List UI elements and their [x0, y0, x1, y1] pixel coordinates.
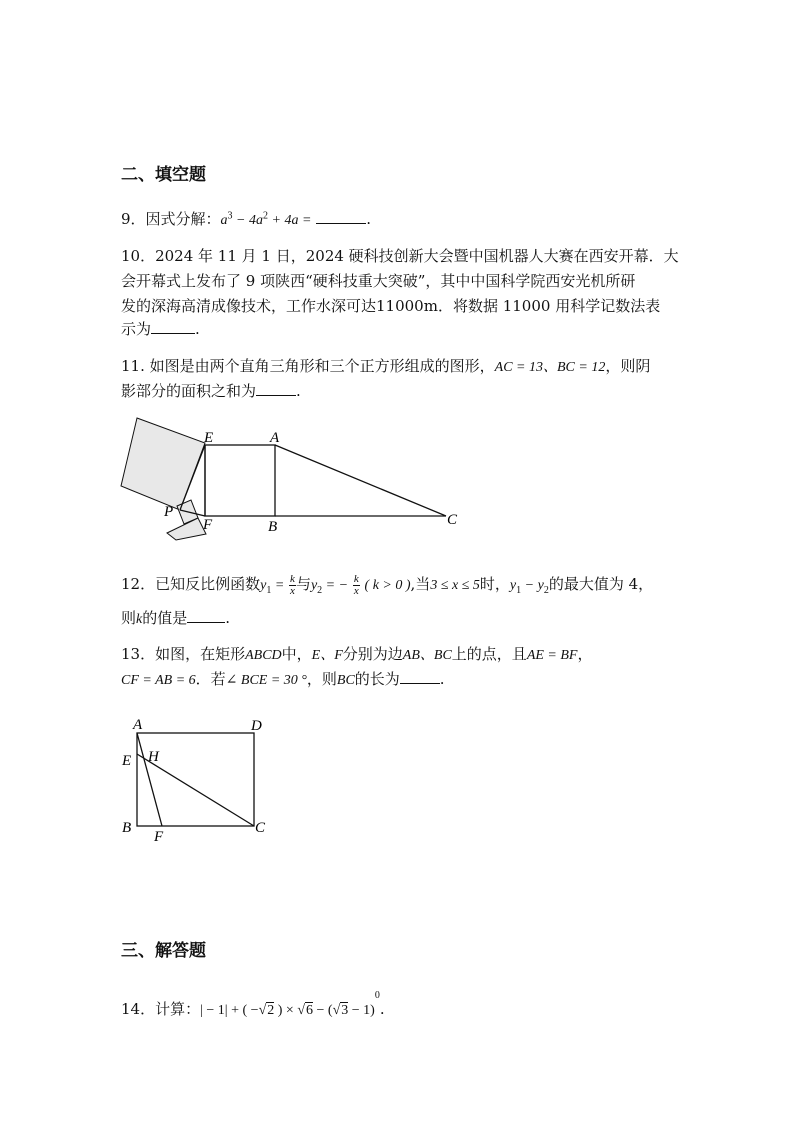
q13-mid3: 上的点，且 [451, 645, 527, 663]
q12-when: ,当 [410, 575, 431, 593]
q13-cf-ab: CF = AB = 6 [121, 673, 196, 688]
label-P: P [164, 504, 174, 520]
q12-connector: 与 [295, 575, 311, 593]
q12-y1: $y_1$ = [260, 578, 285, 596]
q11-figure [110, 410, 470, 550]
section-title-solutions: 三、解答题 [121, 941, 206, 961]
q12-suffix: . [225, 609, 231, 627]
q13-line2 [121, 668, 445, 689]
q9-expression: $a^3 - 4a^2 + 4a$ = [220, 210, 312, 228]
q13-mid1: 中， [281, 645, 312, 663]
q13-mid2: 分别为边 [342, 645, 403, 663]
rectangle-ABCD [137, 733, 254, 826]
large-shaded-square [121, 418, 205, 510]
q12-range: 3 ≤ x ≤ 5 [430, 578, 480, 593]
q10-line2: 会开幕式上发布了 9 项陕西“硬科技重大突破”，其中中国科学院西安光机所研 [121, 272, 636, 290]
q12-fraction-2: $\frac{k}{x}$ [353, 572, 359, 597]
q12-max-text: 的最大值为 4， [548, 575, 654, 593]
q11-line2 [121, 380, 301, 401]
q12-y2: $y_2$ = − [310, 578, 349, 596]
q10-line1: 10．2024 年 11 月 1 日，2024 硬科技创新大会暨中国机器人大赛在西安开幕．大 [121, 247, 679, 265]
label-A: A [270, 430, 280, 446]
q9-answer-blank[interactable] [316, 211, 366, 224]
q12-difference: $y_1 - y_2$ [509, 578, 549, 596]
q12-line2-mid: 的值是 [142, 609, 188, 627]
label-A: A [133, 717, 143, 733]
q12-when-suffix: 时， [479, 575, 510, 593]
line-AF [137, 733, 162, 826]
q13-abbc: AB、BC [402, 648, 452, 663]
q10-line4-prefix: 示为 [121, 320, 152, 338]
q10-answer-blank[interactable] [151, 321, 195, 334]
q12-fraction-1: $\frac{k}{x}$ [290, 572, 295, 597]
q13-answer-blank[interactable] [400, 671, 440, 684]
q12-answer-blank[interactable] [187, 610, 225, 623]
q11-answer-blank[interactable] [256, 383, 296, 396]
label-F: F [203, 517, 213, 533]
q11-line1 [121, 355, 650, 376]
q12-k: k [136, 612, 143, 627]
label-E: E [122, 753, 132, 769]
q14-prefix: 14．计算： [121, 1000, 201, 1018]
q12-prefix: 12．已知反比例函数 [121, 575, 261, 593]
q13-line1 [121, 643, 592, 664]
q13-line2-mid3: 的长为 [354, 670, 400, 688]
q11-line2-prefix: 影部分的面积之和为 [121, 382, 257, 400]
q13-angle: ∠ BCE = 30 ° [225, 673, 307, 688]
q10-line3: 发的深海高清成像技术，工作水深可达11000m．将数据 11000 用科学记数法表 [121, 297, 661, 315]
q13-ef: E、F [311, 648, 343, 663]
q12-line1 [121, 573, 653, 597]
q12-line2 [121, 607, 230, 628]
q11-given-lengths: AC = 13、BC = 12 [494, 360, 606, 375]
q10-line4 [121, 318, 200, 339]
label-H: H [148, 749, 159, 765]
q14-expression: | − 1| + ( −√2 ) × $√6 - (√3 - 1)^0$ [200, 990, 380, 1018]
label-C: C [255, 820, 266, 836]
q9-suffix: . [366, 210, 371, 228]
q13-abcd: ABCD [245, 648, 282, 663]
section-title-fill-in: 二、填空题 [121, 165, 206, 185]
q10-suffix: . [195, 320, 200, 338]
label-B: B [122, 820, 132, 836]
q12-condition: ( k > 0 ) [364, 578, 411, 593]
q13-aebf: AE = BF [526, 648, 578, 663]
q11-text-end: ，则阴 [605, 357, 651, 375]
q13-bc: BC [336, 673, 355, 688]
question-9 [121, 208, 371, 229]
label-B: B [268, 519, 278, 535]
q13-line2-mid: ．若 [195, 670, 226, 688]
q13-prefix: 13．如图，在矩形 [121, 645, 246, 663]
q12-line2-prefix: 则 [121, 609, 137, 627]
q13-end: ， [577, 645, 593, 663]
q13-suffix: . [439, 670, 445, 688]
label-E: E [204, 430, 214, 446]
q11-text: 11. 如图是由两个直角三角形和三个正方形组成的图形， [121, 357, 495, 375]
label-F: F [154, 829, 164, 845]
q14-suffix: . [379, 1000, 385, 1018]
label-D: D [251, 718, 262, 734]
line-AC [275, 445, 446, 516]
q13-figure [110, 710, 280, 850]
square-EABF [205, 445, 275, 516]
q13-line2-mid2: ，则 [306, 670, 337, 688]
q9-prefix: 9．因式分解： [121, 210, 221, 228]
label-C: C [447, 512, 458, 528]
q11-suffix: . [296, 382, 301, 400]
question-14 [121, 990, 385, 1019]
